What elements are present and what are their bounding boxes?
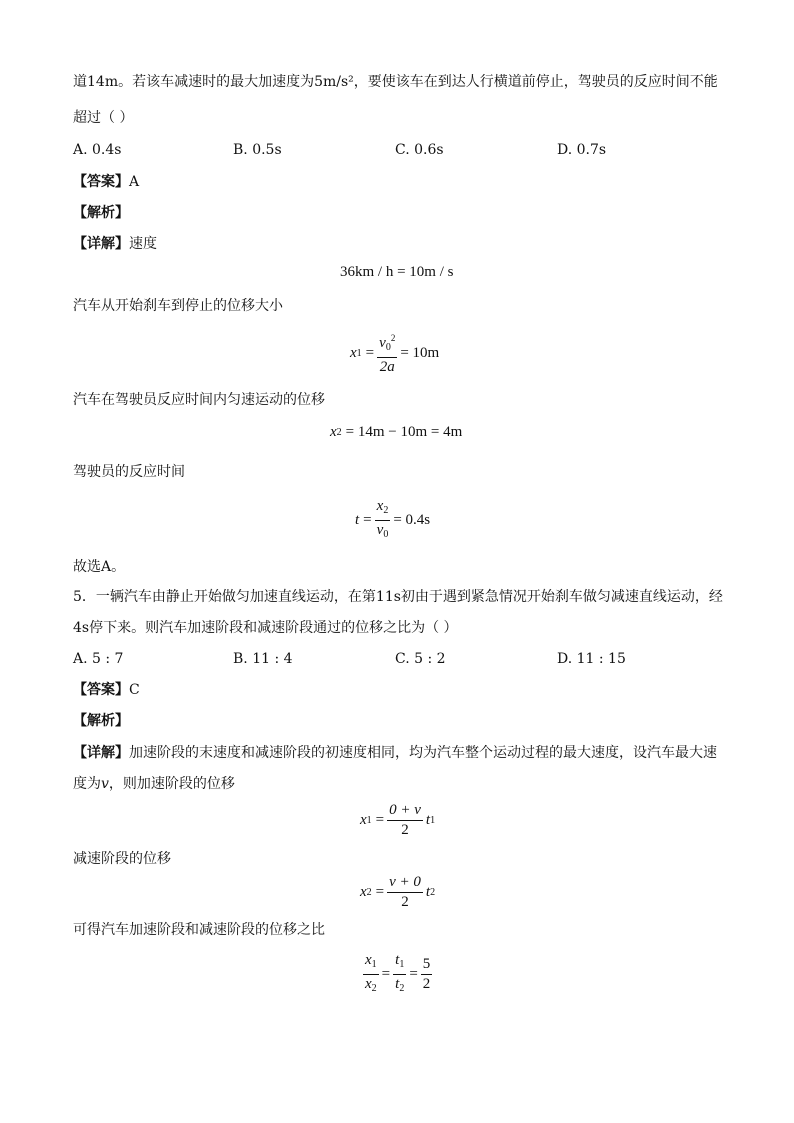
- q5-option-a: A. 5 : 7: [73, 651, 124, 667]
- q4-eq-reaction-time: t = $\frac{x_2}{v_0}$ = 0.4s: [355, 498, 430, 543]
- q5-eq2-lhs-sub: 2: [366, 887, 372, 898]
- q4-detail: [73, 234, 157, 254]
- q5-line-2: 4s停下来。则汽车加速阶段和减速阶段通过的位移之比为（ ）: [73, 620, 458, 636]
- q4-eq2-den: 2a: [379, 359, 395, 375]
- q4-eq3-rhs: = 14m − 10m = 4m: [345, 424, 463, 440]
- q4-eq-speed: 36km / h = 10m / s: [340, 264, 454, 280]
- q4-eq4-den-sub: 0: [383, 529, 389, 540]
- q5-eq3-f1-den: x: [365, 976, 372, 992]
- q5-eq3-f2-den: t: [395, 976, 400, 992]
- q5-detail-text: 加速阶段的末速度和减速阶段的初速度相同，均为汽车整个运动过程的最大速度，设汽车最大速: [129, 745, 717, 761]
- q5-analysis-label: 【解析】: [73, 713, 129, 729]
- q5-option-d: D. 11 : 15: [557, 651, 626, 667]
- q5-detail-text2-b: ，则加速阶段的位移: [108, 776, 235, 792]
- q5-eq2-lhs: x: [360, 884, 367, 900]
- q4-answer: [73, 172, 139, 192]
- q4-eq2-lhs-sub: 1: [356, 347, 362, 359]
- q5-eq1-tail: t: [425, 812, 431, 828]
- q5-eq3-f1-num-sub: 1: [371, 959, 377, 970]
- q5-eq3-fraction-t: [393, 952, 406, 997]
- q5-eq2-den: 2: [401, 894, 409, 910]
- q5-eq3-f3-num: 5: [422, 956, 431, 972]
- q5-option-c: C. 5 : 2: [395, 651, 446, 667]
- q4-eq2-rhs: = 10m: [400, 344, 440, 361]
- q5-answer: [73, 680, 140, 700]
- q5-eq1-num: 0 + v: [389, 802, 421, 818]
- q5-eq1-lhs: x: [360, 812, 367, 828]
- q5-eq2-tail: t: [425, 884, 431, 900]
- q4-text-reaction: 驾驶员的反应时间: [73, 464, 185, 480]
- q4-option-d: D. 0.7s: [557, 142, 607, 158]
- q4-eq4-lhs: t: [355, 512, 360, 528]
- q5-eq-ratio: $\frac{x_1}{x_2}$ = $\frac{t_1}{t_2}$ = $\frac{5}{2}$: [360, 952, 435, 997]
- q5-eq2-num: v + 0: [389, 874, 421, 890]
- q5-line-1: 5．一辆汽车由静止开始做匀加速直线运动，在第11s初由于遇到紧急情况开始刹车做匀减速直线运动，经: [73, 589, 723, 605]
- q5-eq3-fraction-x: [363, 952, 379, 997]
- q4-answer-value: A: [129, 174, 140, 190]
- q4-eq2-lhs: x: [350, 344, 357, 361]
- q5-eq3-f3-den: 2: [422, 976, 431, 992]
- q4-eq3-lhs-sub: 2: [336, 427, 342, 438]
- q5-detail-var: v: [101, 776, 109, 792]
- q5-eq-decel-distance: x 2 = $\frac{v + 0}{2}$ t 2: [360, 874, 436, 910]
- q4-eq2-num-sup: 2: [390, 333, 396, 343]
- q5-text-decel: 减速阶段的位移: [73, 851, 171, 867]
- q4-answer-label: 【答案】: [73, 174, 129, 190]
- q4-text-braking: 汽车从开始刹车到停止的位移大小: [73, 298, 283, 314]
- q5-detail-line-2: [73, 774, 235, 794]
- q4-eq4-den: v: [376, 522, 384, 538]
- q5-eq1-den: 2: [401, 822, 409, 838]
- q5-eq3-f1-num: x: [365, 952, 372, 968]
- q4-eq-braking-distance: x 1 = $\frac{v_0^2}{2a}$ = 10m: [350, 330, 439, 376]
- q5-eq1-tail-sub: 1: [430, 815, 436, 826]
- q5-answer-label: 【答案】: [73, 682, 129, 698]
- q4-detail-label: 【详解】: [73, 236, 129, 252]
- q5-eq3-f2-num: t: [395, 952, 400, 968]
- q4-text-uniform: 汽车在驾驶员反应时间内匀速运动的位移: [73, 392, 325, 408]
- q4-eq4-rhs: = 0.4s: [393, 512, 431, 528]
- q5-eq3-fraction-result: [421, 956, 433, 993]
- q5-answer-value: C: [129, 682, 140, 698]
- q5-detail-text2-a: 度为: [73, 776, 101, 792]
- q4-eq-uniform-distance: [330, 424, 462, 441]
- q4-option-c: C. 0.6s: [395, 142, 444, 158]
- q5-detail-label: 【详解】: [73, 745, 129, 761]
- q5-eq2-tail-sub: 2: [430, 887, 436, 898]
- q4-detail-text: 速度: [129, 236, 157, 252]
- q5-eq1-fraction: [387, 802, 423, 839]
- q4-eq4-num-sub: 2: [383, 505, 389, 516]
- q4-eq2-num: v: [379, 335, 386, 351]
- q5-eq-accel-distance: x 1 = $\frac{0 + v}{2}$ t 1: [360, 802, 436, 838]
- q4-option-a: A. 0.4s: [73, 142, 122, 158]
- q4-eq2-fraction: [377, 330, 397, 376]
- q4-eq4-num: x: [376, 498, 384, 514]
- q5-eq3-f2-den-sub: 2: [399, 983, 405, 994]
- q5-eq3-f2-num-sub: 1: [399, 959, 405, 970]
- q5-text-ratio: 可得汽车加速阶段和减速阶段的位移之比: [73, 922, 325, 938]
- q5-eq1-lhs-sub: 1: [366, 815, 372, 826]
- q4-line-2: 超过（ ）: [73, 110, 134, 126]
- q5-eq2-fraction: [387, 874, 423, 911]
- q4-analysis-label: 【解析】: [73, 205, 129, 221]
- q4-eq2-num-sub: 0: [385, 342, 391, 353]
- q4-line-1: 道14m。若该车减速时的最大加速度为5m/s²，要使该车在到达人行横道前停止，驾驶员的反应时间不能: [73, 74, 718, 90]
- q5-eq3-f1-den-sub: 2: [371, 983, 377, 994]
- q5-detail: [73, 743, 717, 763]
- q4-eq3-lhs: x: [330, 424, 337, 440]
- q4-option-b: B. 0.5s: [233, 142, 282, 158]
- q4-eq4-fraction: [375, 498, 391, 543]
- q4-conclusion: 故选A。: [73, 559, 126, 575]
- q5-option-b: B. 11 : 4: [233, 651, 293, 667]
